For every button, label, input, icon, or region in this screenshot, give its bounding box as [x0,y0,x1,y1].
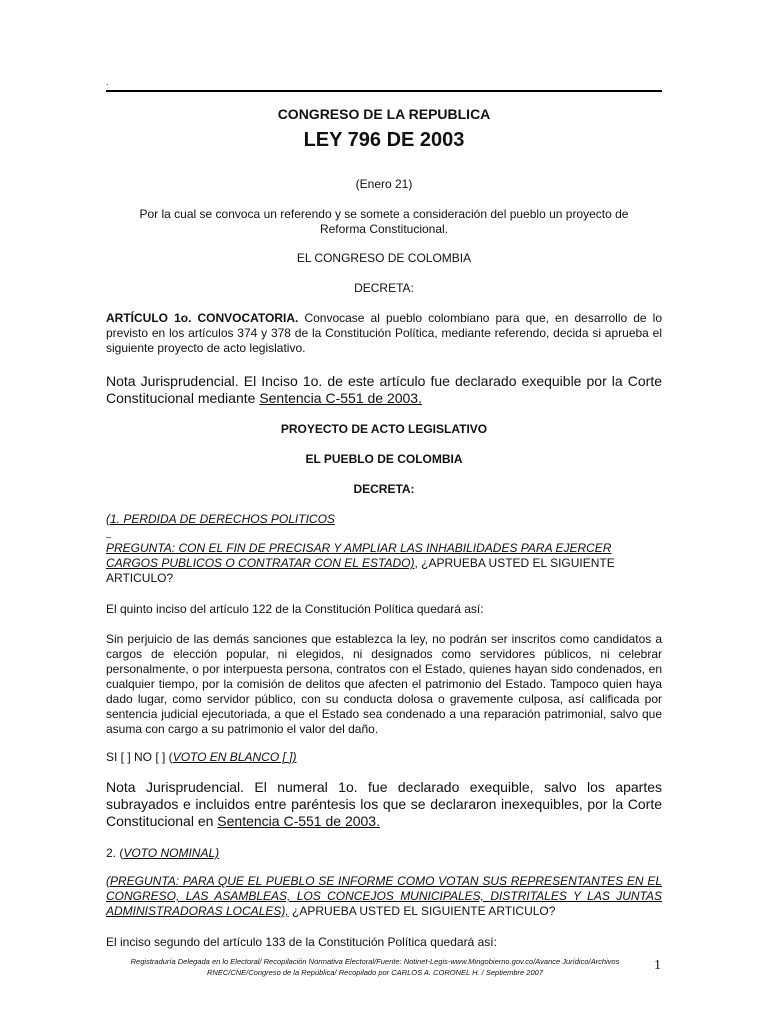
note-2-sentence-link[interactable]: Sentencia C-551 de 2003. [217,813,380,829]
section-1-intro: El quinto inciso del artículo 122 de la Constitución Política quedará así: [106,602,484,616]
section-1-body: Sin perjuicio de las demás sanciones que establezca la ley, no podrán ser inscritos como candidatos a cargos de elección popular, ni elegidos, ni designados como servidores públicos, ni celebrar personalmente, o por interpuesta persona, contratos con el Estado, quienes hayan sido condenados, en cualquier tiempo, por la comisión de delitos que afecten el patrimonio del Estado. Tampoco quien haya dado lugar, como servidor público, con su conducta dolosa o gravemente culposa, así calificada por sentencia judicial ejecutoriada, a que el Estado sea condenado a una reparación patrimonial, salvo que asuma con cargo a su patrimonio el valor del daño. [106,632,662,736]
article-1 [106,311,662,356]
project-decreta: DECRETA: [353,482,415,496]
article-1-text: Convocase al pueblo colombiano para que, en desarrollo de lo previsto en los artículos 374 y 378 de la Constitución Política, mediante referendo, decida si aprueba el siguiente proyecto de acto legislativo. [106,311,662,355]
jurisprudential-note-2 [106,779,662,830]
section-1-question-text: PREGUNTA: CON EL FIN DE PRECISAR Y AMPLIAR LAS INHABILIDADES PARA EJERCER CARGOS PUBLICOS O CONTRATAR CON EL ESTADO) [106,541,612,570]
section-2-heading [106,846,662,861]
section-1-heading [106,512,662,527]
law-title: LEY 796 DE 2003 [303,129,465,151]
decreta-heading: DECRETA: [354,281,414,295]
header-rule [106,90,662,92]
section-2-question [106,874,662,919]
vote-blank-option: VOTO EN BLANCO [ ]) [172,750,297,764]
note-1-sentence-link[interactable]: Sentencia C-551 de 2003. [259,390,422,406]
article-1-heading: ARTÍCULO 1o. CONVOCATORIA. [106,311,299,325]
jurisprudential-note-1 [106,373,662,407]
stray-mark: . [106,77,109,87]
footer-line-1: Registraduría Delegada en lo Electoral/ Recopilación Normativa Electoral/Fuente: Notinet-Legis-www.Mingobierno.gov.co/Avance Jurídico/Archivos [130,957,620,966]
section-2-question-text: (PREGUNTA: PARA QUE EL PUEBLO SE INFORME COMO VOTAN SUS REPRESENTANTES EN EL CONGRESO, LAS ASAMBLEAS, LOS CONCEJOS MUNICIPALES, DISTRITALES Y LAS JUNTAS ADMINISTRADORAS LOCALES), [106,874,662,918]
page-number: 1 [654,958,661,973]
page-footer [100,956,650,978]
footer-line-2: RNEC/CNE/Congreso de la República/ Recopilado por CARLOS A. CORONEL H. / Septiembre 2007 [207,968,543,977]
note-1-text: Nota Jurisprudencial. El Inciso 1o. de este artículo fue declarado exequible por la Corte Constitucional mediante [106,373,662,406]
project-title: PROYECTO DE ACTO LEGISLATIVO [280,422,488,436]
section-2-heading-text: VOTO NOMINAL) [123,846,220,860]
law-summary: Por la cual se convoca un referendo y se somete a consideración del pueblo un proyecto de Reforma Constitucional. [139,207,629,236]
issuer: EL CONGRESO DE COLOMBIA [296,251,472,265]
section-1-heading-text: (1. PERDIDA DE DERECHOS POLITICOS [106,512,335,526]
section-1-question [106,541,662,586]
project-people: EL PUEBLO DE COLOMBIA [305,452,463,466]
section-2-intro: El inciso segundo del artículo 133 de la Constitución Política quedará así: [106,935,497,949]
section-2-question-tail: ¿APRUEBA USTED EL SIGUIENTE ARTICULO? [288,904,556,918]
note-2-text: Nota Jurisprudencial. El numeral 1o. fue declarado exequible, salvo los apartes subrayados e incluidos entre paréntesis los que se declararon inexequibles, por la Corte Constitucional en [106,779,662,829]
section-1-marker: _ [106,528,112,538]
section-1-vote [106,750,662,765]
section-1-question-tail: , ¿APRUEBA USTED EL SIGUIENTE ARTICULO? [106,556,615,585]
section-2-number: 2. ( [106,846,124,860]
vote-options: SI [ ] NO [ ] ( [106,750,173,764]
congress-heading: CONGRESO DE LA REPUBLICA [277,106,491,122]
law-date: (Enero 21) [355,177,413,191]
